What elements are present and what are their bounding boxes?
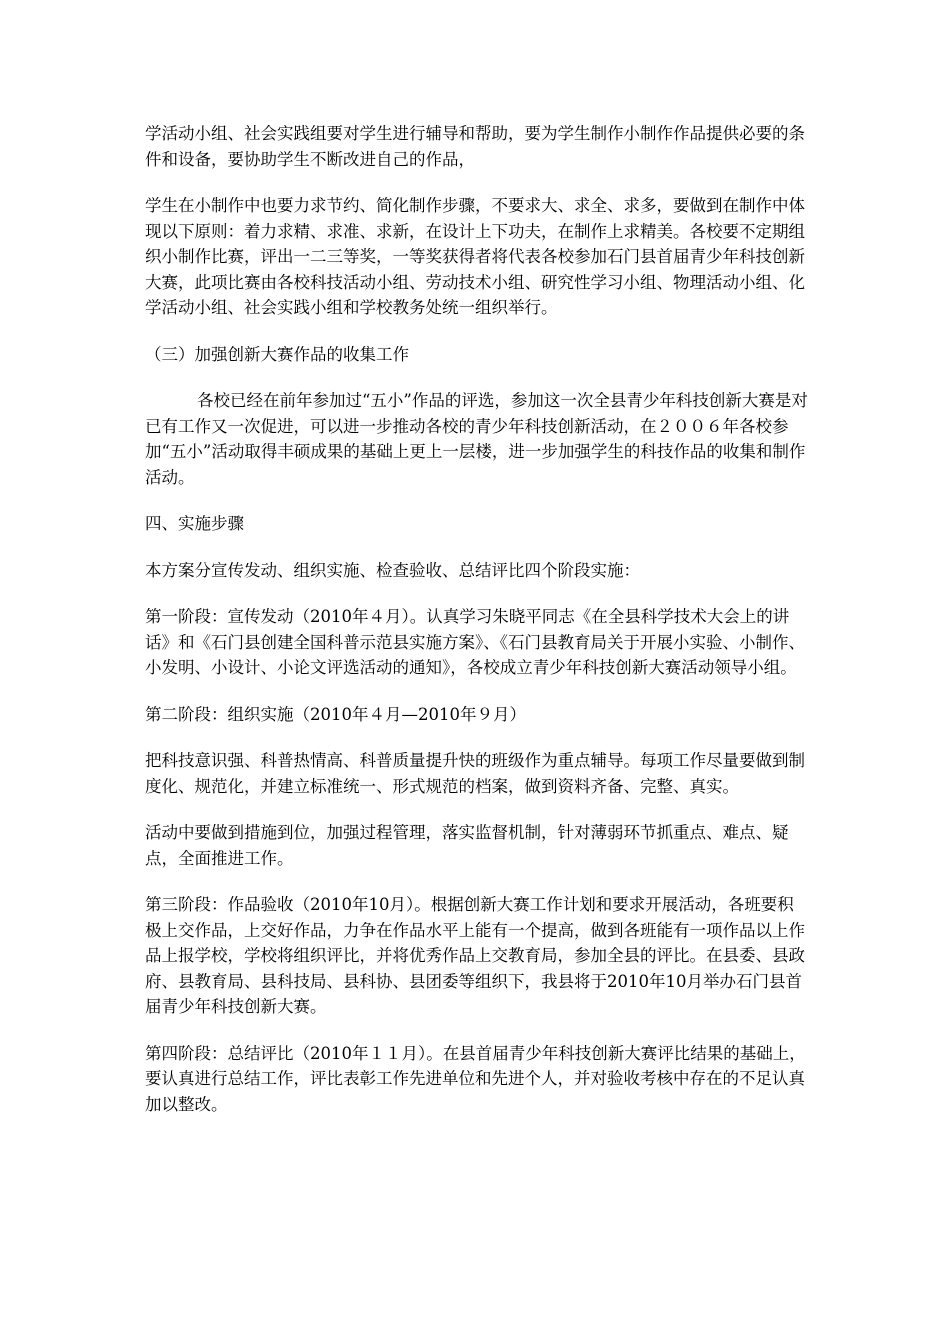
paragraph-steps-intro: 本方案分宣传发动、组织实施、检查验收、总结评比四个阶段实施： <box>145 560 640 580</box>
paragraph-collection: 各校已经在前年参加过“五小”作品的评选，参加这一次全县青少年科技创新大赛是对已有工作又一次促进，可以进一步推动各校的青少年科技创新活动，在２００６年各校参加“五小”活动取得丰硕成果的基础上更上一层楼，进一步加强学生的科技作品的收集和制作活动。 <box>145 391 808 487</box>
paragraph-stage-three: 第三阶段：作品验收（2010年10月）。根据创新大赛工作计划和要求开展活动，各班要积极上交作品，上交好作品，力争在作品水平上能有一个提高，做到各班能有一项作品以上作品上报学校，学校将组织评比，并将优秀作品上交教育局，参加全县的评比。在县委、县政府、县教育局、县科技局、县科协、县团委等组织下，我县将于2010年10月举办石门县首届青少年科技创新大赛。 <box>145 895 805 1016</box>
paragraph-stage-four: 第四阶段：总结评比（2010年１１月）。在县首届青少年科技创新大赛评比结果的基础上，要认真进行总结工作，评比表彰工作先进单位和先进个人，并对验收考核中存在的不足认真加以整改。 <box>145 1043 806 1114</box>
document-page <box>145 121 810 1138</box>
paragraph-principles: 学生在小制作中也要力求节约、简化制作步骤，不要求大、求全、求多，要做到在制作中体现以下原则：着力求精、求准、求新，在设计上下功夫，在制作上求精美。各校要不定期组织小制作比赛，评出一二三等奖，一等奖获得者将代表各校参加石门县首届青少年科技创新大赛，此项比赛由各校科技活动小组、劳动技术小组、研究性学习小组、物理活动小组、化学活动小组、社会实践小组和学校教务处统一组织举行。 <box>145 196 805 317</box>
paragraph-continuation: 学活动小组、社会实践组要对学生进行辅导和帮助，要为学生制作小制作作品提供必要的条件和设备，要协助学生不断改进自己的作品， <box>145 124 805 169</box>
paragraph-stage-two-measures: 活动中要做到措施到位，加强过程管理，落实监督机制，针对薄弱环节抓重点、难点、疑点，全面推进工作。 <box>145 823 789 868</box>
section-heading-steps: 四、实施步骤 <box>145 514 244 533</box>
paragraph-stage-two-heading: 第二阶段：组织实施（2010年４月—2010年９月） <box>145 704 526 724</box>
section-heading-collection: （三）加强创新大赛作品的收集工作 <box>145 344 409 364</box>
paragraph-stage-two-body: 把科技意识强、科普热情高、科普质量提升快的班级作为重点辅导。每项工作尽量要做到制度化、规范化，并建立标准统一、形式规范的档案，做到资料齐备、完整、真实。 <box>145 751 805 796</box>
paragraph-stage-one: 第一阶段：宣传发动（2010年４月）。认真学习朱晓平同志《在全县科学技术大会上的讲话》和《石门县创建全国科普示范县实施方案》、《石门县教育局关于开展小实验、小制作、小发明、小设计、小论文评选活动的通知》，各校成立青少年科技创新大赛活动领导小组。 <box>145 607 805 677</box>
